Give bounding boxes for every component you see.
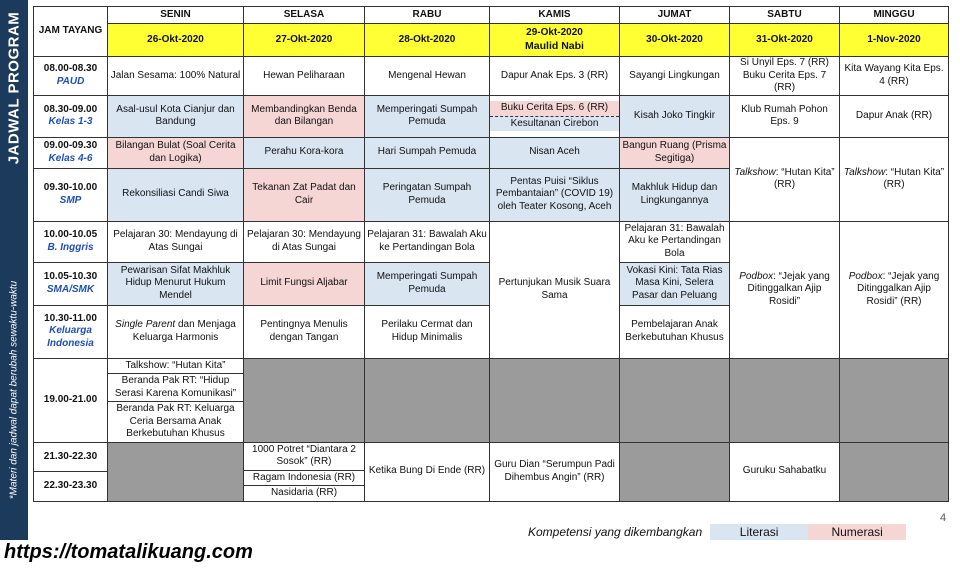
program-cell: Pelajaran 31: Bawalah Aku ke Pertandingan Bola	[620, 221, 730, 262]
program-cell	[108, 305, 244, 358]
time-slot-night-1	[34, 442, 108, 472]
program-line: Beranda Pak RT: “Hidup Serasi Karena Komunikasi”	[108, 373, 243, 401]
program-line: Nasidaria (RR)	[244, 485, 364, 501]
level-label: SMP	[59, 194, 82, 206]
program-cell: Mengenal Hewan	[365, 57, 490, 96]
level-label: Kelas 1-3	[48, 116, 93, 127]
program-text: : “Jejak yang Ditinggalkan Ajip Rosidi”	[747, 270, 830, 307]
program-cell: Pentingnya Menulis dengan Tangan	[244, 305, 365, 358]
day-header-senin: SENIN	[108, 7, 244, 24]
program-cell-numerasi: Tekanan Zat Padat dan Cair	[244, 168, 365, 221]
day-header-minggu: MINGGU	[840, 7, 949, 24]
program-cell: Pelajaran 30: Mendayung di Atas Sungai	[108, 221, 244, 262]
program-cell: Dapur Anak Eps. 3 (RR)	[490, 57, 620, 96]
page-number: 4	[940, 512, 947, 524]
program-cell-talkshow	[840, 137, 949, 221]
time-slot-kelas-1-3	[34, 95, 108, 137]
time-label: 08.30-09.00	[43, 103, 98, 115]
program-line-numerasi: Buku Cerita Eps. 6 (RR)	[490, 101, 619, 116]
program-cell-literasi: Memperingati Sumpah Pemuda	[365, 95, 490, 137]
day-header-selasa: SELASA	[244, 7, 365, 24]
program-cell-literasi: Kisah Joko Tingkir	[620, 95, 730, 137]
time-label: 08.00-08.30	[43, 63, 98, 75]
time-label: 19.00-21.00	[43, 393, 98, 405]
program-cell: Pelajaran 31: Bawalah Aku ke Pertandingan Bola	[365, 221, 490, 262]
empty-gray-cell	[490, 358, 620, 442]
day-header-jumat: JUMAT	[620, 7, 730, 24]
program-cell-split	[490, 95, 620, 137]
program-cell-numerasi: Limit Fungsi Aljabar	[244, 262, 365, 305]
time-slot-sma-smk	[34, 262, 108, 305]
program-cell-literasi: Memperingati Sumpah Pemuda	[365, 262, 490, 305]
program-cell-literasi: Nisan Aceh	[490, 137, 620, 168]
program-text: : “Hutan Kita” (RR)	[883, 166, 945, 190]
program-cell	[730, 57, 840, 96]
time-slot-keluarga	[34, 305, 108, 358]
program-cell: Dapur Anak (RR)	[840, 95, 949, 137]
program-cell-literasi: Rekonsiliasi Candi Siwa	[108, 168, 244, 221]
program-cell-numerasi: Bilangan Bulat (Soal Cerita dan Logika)	[108, 137, 244, 168]
program-cell-podbox	[730, 221, 840, 358]
program-line: 1000 Potret “Diantara 2 Sosok” (RR)	[252, 443, 356, 467]
program-cell-numerasi: Bangun Ruang (Prisma Segitiga)	[620, 137, 730, 168]
program-line: Talkshow: “Hutan Kita”	[125, 359, 226, 371]
program-text: : “Hutan Kita” (RR)	[773, 166, 835, 190]
date-sabtu: 31-Okt-2020	[730, 24, 840, 57]
jam-tayang-header: JAM TAYANG	[34, 7, 108, 57]
sidebar-title: JADWAL PROGRAM	[5, 11, 23, 165]
date-kamis-value: 29-Okt-2020	[526, 27, 583, 39]
empty-gray-cell	[840, 358, 949, 442]
empty-gray-cell	[620, 442, 730, 501]
time-slot-kelas-4-6	[34, 137, 108, 168]
legend-numerasi: Numerasi	[808, 524, 906, 540]
program-italic: Talkshow	[843, 166, 886, 178]
program-cell: Ketika Bung Di Ende (RR)	[365, 442, 490, 501]
date-minggu: 1-Nov-2020	[840, 24, 949, 57]
date-selasa: 27-Okt-2020	[244, 24, 365, 57]
day-header-kamis: KAMIS	[490, 7, 620, 24]
program-italic: Podbox	[739, 270, 774, 282]
program-text: dan Menjaga Keluarga Harmonis	[132, 319, 236, 343]
level-label: Keluarga Indonesia	[47, 325, 94, 349]
date-kamis	[490, 24, 620, 57]
program-cell: Pelajaran 30: Mendayung di Atas Sungai	[244, 221, 365, 262]
legend-literasi: Literasi	[710, 524, 808, 540]
empty-gray-cell	[840, 442, 949, 501]
program-line: Ragam Indonesia (RR)	[244, 470, 364, 486]
time-label: 09.00-09.30	[43, 140, 98, 151]
program-cell: Sayangi Lingkungan	[620, 57, 730, 96]
empty-gray-cell	[620, 358, 730, 442]
program-text: : “Jejak yang Ditinggalkan Ajip Rosidi” (RR)	[857, 270, 940, 307]
program-italic: Podbox	[848, 270, 883, 282]
program-cell: Jalan Sesama: 100% Natural	[108, 57, 244, 96]
sidebar-band	[0, 0, 28, 540]
time-slot-night-2	[34, 472, 108, 502]
program-cell-podbox	[840, 221, 949, 358]
date-rabu: 28-Okt-2020	[365, 24, 490, 57]
kamis-holiday-label: Maulid Nabi	[525, 39, 584, 52]
time-slot-evening	[34, 358, 108, 442]
program-line: Si Unyil Eps. 7 (RR)	[740, 57, 829, 68]
program-cell: Guru Dian “Serumpun Padi Dihembus Angin” (RR)	[490, 442, 620, 501]
program-cell: Perilaku Cermat dan Hidup Minimalis	[365, 305, 490, 358]
program-line-literasi: Kesultanan Cirebon	[490, 116, 619, 132]
program-cell: Pembelajaran Anak Berkebutuhan Khusus	[620, 305, 730, 358]
level-label: B. Inggris	[47, 241, 94, 253]
program-cell-split	[244, 442, 365, 501]
footer-url: https://tomatalikuang.com	[4, 541, 253, 563]
program-cell-literasi: Pentas Puisi “Siklus Pembantaian” (COVID 19) oleh Teater Kosong, Aceh	[490, 168, 620, 221]
level-label: PAUD	[56, 75, 85, 87]
program-cell-literasi: Vokasi Kini: Tata Rias Masa Kini, Selera Pasar dan Peluang	[620, 262, 730, 305]
date-jumat: 30-Okt-2020	[620, 24, 730, 57]
empty-gray-cell	[108, 442, 244, 501]
program-cell-split	[108, 358, 244, 442]
program-cell-literasi: Peringatan Sumpah Pemuda	[365, 168, 490, 221]
sidebar-note: *Materi dan jadwal dapat berubah sewaktu-waktu	[8, 280, 20, 500]
program-cell-literasi: Makhluk Hidup dan Lingkungannya	[620, 168, 730, 221]
day-header-sabtu: SABTU	[730, 7, 840, 24]
time-slot-paud	[34, 57, 108, 96]
legend	[528, 524, 906, 540]
time-slot-smp	[34, 168, 108, 221]
day-header-rabu: RABU	[365, 7, 490, 24]
time-label: 10.05-10.30	[43, 271, 98, 282]
program-cell: Klub Rumah Pohon Eps. 9	[730, 95, 840, 137]
time-label: 22.30-23.30	[43, 480, 98, 491]
program-cell-talkshow	[730, 137, 840, 221]
time-label: 21.30-22.30	[43, 450, 98, 462]
program-cell-literasi: Perahu Kora-kora	[244, 137, 365, 168]
program-cell-literasi: Pewarisan Sifat Makhluk Hidup Menurut Hukum Mendel	[108, 262, 244, 305]
program-italic: Talkshow	[734, 166, 776, 178]
level-label: SMA/SMK	[46, 283, 95, 295]
program-cell-literasi: Asal-usul Kota Cianjur dan Bandung	[108, 95, 244, 137]
time-slot-b-inggris	[34, 221, 108, 262]
program-cell-numerasi: Membandingkan Benda dan Bilangan	[244, 95, 365, 137]
time-label: 10.30-11.00	[44, 312, 97, 324]
program-cell: Guruku Sahabatku	[730, 442, 840, 501]
program-cell: Kita Wayang Kita Eps. 4 (RR)	[840, 57, 949, 96]
level-label: Kelas 4-6	[48, 152, 93, 164]
program-line: Buku Cerita Eps. 7 (RR)	[742, 69, 827, 93]
time-label: 09.30-10.00	[43, 182, 98, 193]
program-italic: Single Parent	[115, 319, 176, 330]
empty-gray-cell	[730, 358, 840, 442]
empty-gray-cell	[365, 358, 490, 442]
program-cell: Hewan Peliharaan	[244, 57, 365, 96]
program-cell-literasi: Hari Sumpah Pemuda	[365, 137, 490, 168]
schedule-table	[33, 6, 949, 502]
time-label: 10.00-10.05	[43, 229, 98, 240]
program-cell: Pertunjukan Musik Suara Sama	[490, 221, 620, 358]
empty-gray-cell	[244, 358, 365, 442]
legend-label: Kompetensi yang dikembangkan	[528, 525, 703, 539]
date-senin: 26-Okt-2020	[108, 24, 244, 57]
program-line: Beranda Pak RT: Keluarga Ceria Bersama Anak Berkebutuhan Khusus	[108, 401, 243, 442]
